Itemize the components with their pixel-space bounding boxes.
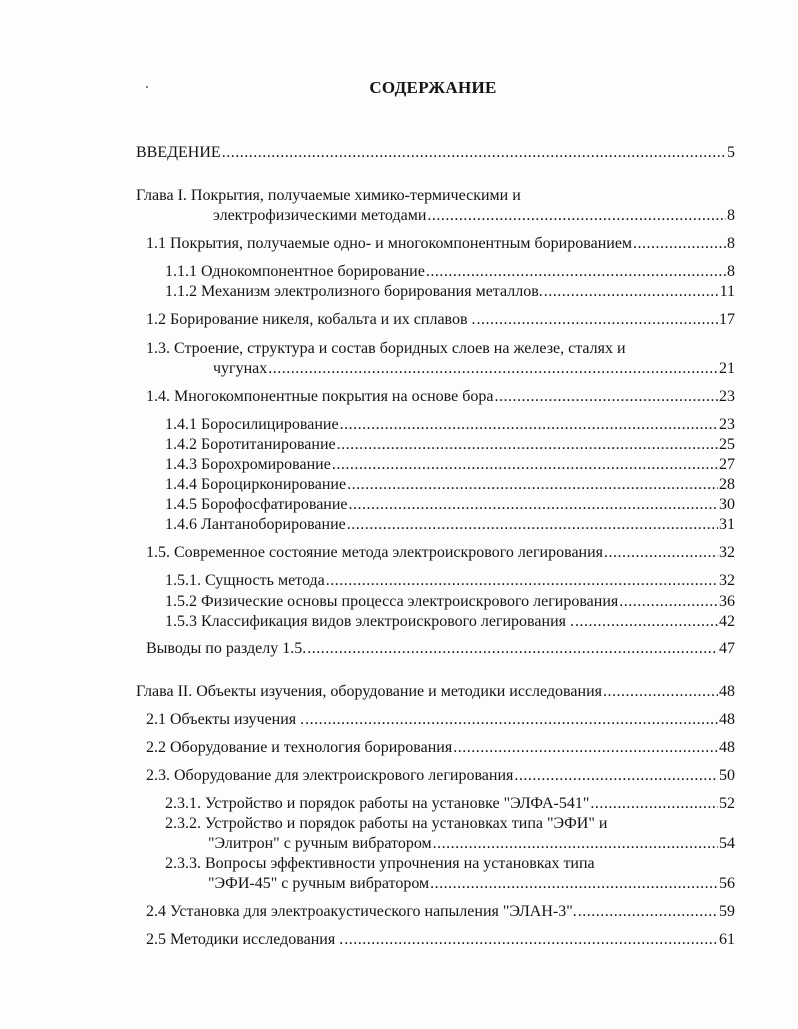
toc-page-number: 31 bbox=[719, 516, 735, 533]
toc-page-number: 30 bbox=[719, 496, 735, 513]
toc-entry-label: ВВЕДЕНИЕ bbox=[136, 144, 221, 161]
dot-leader bbox=[427, 206, 726, 226]
toc-entry-1-5[interactable] bbox=[146, 543, 735, 563]
toc-page-number: 8 bbox=[727, 235, 735, 252]
dot-leader bbox=[578, 902, 718, 922]
toc-entry-1-4-2[interactable] bbox=[165, 435, 735, 455]
toc-entry-label: чугунах bbox=[213, 360, 268, 377]
dot-leader bbox=[619, 592, 718, 612]
toc-entry-label: "ЭФИ-45" с ручным вибратором bbox=[208, 875, 430, 892]
toc-page-number: 56 bbox=[719, 875, 735, 892]
toc-entry-2-3-3-line1[interactable]: 2.3.3. Вопросы эффективности упрочнения на установках типа bbox=[165, 855, 595, 872]
dot-leader bbox=[590, 794, 718, 814]
toc-entry-label: 1.4.5 Борофосфатирование bbox=[165, 496, 348, 513]
toc-entry-2-3-2[interactable] bbox=[208, 834, 735, 854]
dot-leader bbox=[347, 475, 718, 495]
toc-entry-label: 1.4.6 Лантаноборирование bbox=[165, 516, 346, 533]
toc-page-number: 61 bbox=[719, 931, 735, 948]
toc-page-number: 23 bbox=[719, 416, 735, 433]
toc-page-number: 47 bbox=[719, 640, 735, 657]
toc-page-number: 11 bbox=[719, 283, 735, 300]
toc-entry-label: 1.4. Многокомпонентные покрытия на основе бора bbox=[146, 388, 494, 405]
dot-leader bbox=[222, 143, 726, 163]
toc-entry-1-5-2[interactable] bbox=[165, 592, 735, 612]
toc-page-number: 8 bbox=[727, 263, 735, 280]
toc-page-number: 52 bbox=[719, 795, 735, 812]
toc-page-number: 17 bbox=[719, 311, 735, 328]
dot-leader bbox=[426, 262, 726, 282]
toc-entry-label: 1.4.2 Боротитанирование bbox=[165, 436, 336, 453]
toc-entry-1-1[interactable] bbox=[146, 234, 735, 254]
toc-entry-2-2[interactable] bbox=[146, 738, 735, 758]
toc-entry-label: 1.4.3 Борохромирование bbox=[165, 456, 331, 473]
toc-entry-2-3-1[interactable] bbox=[165, 794, 735, 814]
toc-entry-label: 1.1 Покрытия, получаемые одно- и многокомпонентным борированием bbox=[146, 235, 633, 252]
toc-entry-label: 2.5 Методики исследования . bbox=[146, 931, 344, 948]
toc-entry-2-5[interactable] bbox=[146, 930, 735, 950]
toc-page-number: 42 bbox=[719, 613, 735, 630]
toc-entry-label: 2.2 Оборудование и технология борирования bbox=[146, 739, 453, 756]
toc-page-number: 48 bbox=[719, 711, 735, 728]
dot-leader bbox=[347, 515, 718, 535]
toc-page-number: 54 bbox=[719, 835, 735, 852]
toc-entry-2-1[interactable] bbox=[146, 710, 735, 730]
dot-leader bbox=[430, 874, 718, 894]
dot-leader bbox=[332, 455, 718, 475]
toc-entry-label: 2.1 Объекты изучения . bbox=[146, 711, 305, 728]
toc-page-number: 8 bbox=[727, 207, 735, 224]
toc-entry-label: 1.2 Борирование никеля, кобальта и их сплавов . bbox=[146, 311, 476, 328]
toc-entry-label: 1.4.1 Боросилицирование bbox=[165, 416, 339, 433]
dot-leader bbox=[344, 930, 718, 950]
dot-leader bbox=[268, 359, 718, 379]
toc-page-number: 32 bbox=[719, 572, 735, 589]
toc-entry-2-3-2-line1[interactable]: 2.3.2. Устройство и порядок работы на установках типа "ЭФИ" и bbox=[165, 815, 608, 832]
dot-leader bbox=[337, 435, 718, 455]
dot-leader bbox=[603, 682, 718, 702]
page-title: СОДЕРЖАНИЕ bbox=[369, 78, 497, 97]
toc-entry-1-1-2[interactable] bbox=[165, 282, 735, 302]
toc-page-number: 28 bbox=[719, 476, 735, 493]
toc-entry-1-2[interactable] bbox=[146, 310, 735, 330]
toc-entry-intro[interactable] bbox=[136, 143, 735, 163]
toc-page-number: 59 bbox=[719, 903, 735, 920]
toc-entry-1-4-1[interactable] bbox=[165, 415, 735, 435]
toc-entry-1-4-6[interactable] bbox=[165, 515, 735, 535]
toc-entry-label: 2.3.1. Устройство и порядок работы на установке "ЭЛФА-541" bbox=[165, 795, 590, 812]
toc-page-number: 21 bbox=[719, 360, 735, 377]
toc-entry-chapter1-line1[interactable]: Глава I. Покрытия, получаемые химико-термическими и bbox=[136, 187, 521, 204]
toc-entry-label: 2.3. Оборудование для электроискрового легирования bbox=[146, 767, 514, 784]
toc-entry-label: 1.1.1 Однокомпонентное борирование bbox=[165, 263, 425, 280]
dot-leader bbox=[514, 766, 718, 786]
toc-page-number: 36 bbox=[719, 593, 735, 610]
toc-entry-1-1-1[interactable] bbox=[165, 262, 735, 282]
toc-entry-1-4-5[interactable] bbox=[165, 495, 735, 515]
toc-entry-label: электрофизическими методами bbox=[213, 207, 427, 224]
toc-entry-chapter2[interactable] bbox=[136, 682, 735, 702]
toc-entry-conclusions-1-5[interactable] bbox=[146, 639, 735, 659]
toc-entry-1-4-3[interactable] bbox=[165, 455, 735, 475]
dot-leader bbox=[307, 639, 718, 659]
toc-entry-1-5-3[interactable] bbox=[165, 612, 735, 632]
toc-entry-label: 1.5.2 Физические основы процесса электроискрового легирования bbox=[165, 593, 619, 610]
toc-page-number: 25 bbox=[719, 436, 735, 453]
toc-entry-label: 1.5.3 Классификация видов электроискрового легирования . bbox=[165, 613, 574, 630]
toc-entry-1-4[interactable] bbox=[146, 387, 735, 407]
toc-page-number: 23 bbox=[719, 388, 735, 405]
toc-entry-1-3-line1[interactable]: 1.3. Строение, структура и состав боридных слоев на железе, сталях и bbox=[146, 340, 626, 357]
dot-leader bbox=[575, 612, 718, 632]
toc-page-number: 48 bbox=[719, 683, 735, 700]
toc-page-number: 5 bbox=[727, 144, 735, 161]
toc-entry-2-3-3[interactable] bbox=[208, 874, 735, 894]
toc-page-number: 50 bbox=[719, 767, 735, 784]
toc-entry-label: 1.4.4 Бороцирконирование bbox=[165, 476, 347, 493]
dot-leader bbox=[604, 543, 718, 563]
toc-entry-chapter1[interactable] bbox=[213, 206, 735, 226]
dot-leader bbox=[494, 387, 718, 407]
toc-entry-1-5-1[interactable] bbox=[165, 571, 735, 591]
toc-entry-label: 1.1.2 Механизм электролизного борирования металлов. bbox=[165, 283, 543, 300]
dot-leader bbox=[453, 738, 718, 758]
toc-page-number: 32 bbox=[719, 544, 735, 561]
toc-entry-label: 2.4 Установка для электроакустического напыления "ЭЛАН-3". bbox=[146, 903, 577, 920]
toc-entry-2-4[interactable] bbox=[146, 902, 735, 922]
toc-entry-label: "Элитрон" с ручным вибратором bbox=[208, 835, 432, 852]
dot-leader bbox=[349, 495, 718, 515]
dot-leader bbox=[433, 834, 718, 854]
toc-entry-label: Глава II. Объекты изучения, оборудование и методики исследования bbox=[136, 683, 602, 700]
toc-entry-1-3[interactable] bbox=[213, 359, 735, 379]
dot-leader bbox=[477, 310, 718, 330]
dot-leader bbox=[340, 415, 718, 435]
dot-leader bbox=[326, 571, 718, 591]
toc-entry-2-3[interactable] bbox=[146, 766, 735, 786]
dot-leader bbox=[544, 282, 719, 302]
toc-entry-label: 1.5.1. Сущность метода bbox=[165, 572, 325, 589]
toc-entry-label: Выводы по разделу 1.5. bbox=[146, 640, 307, 657]
toc-page-number: 48 bbox=[719, 739, 735, 756]
toc-entry-1-4-4[interactable] bbox=[165, 475, 735, 495]
toc-entry-label: 1.5. Современное состояние метода электроискрового легирования bbox=[146, 544, 604, 561]
dot-leader bbox=[633, 234, 726, 254]
dot-leader bbox=[305, 710, 718, 730]
toc-page-number: 27 bbox=[719, 456, 735, 473]
